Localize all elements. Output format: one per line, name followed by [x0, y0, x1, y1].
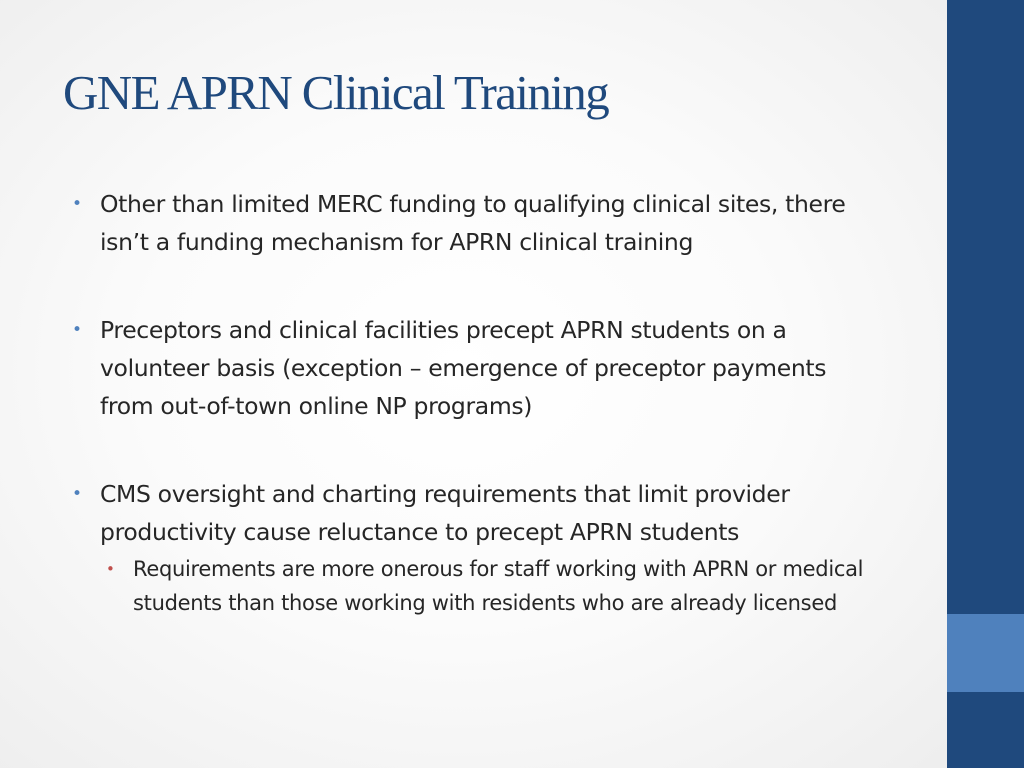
spacer — [72, 425, 872, 475]
bullet-text: Other than limited MERC funding to qualifying clinical sites, there isn’t a funding mechanism for APRN clinical training — [100, 190, 846, 256]
bullet-item — [72, 185, 872, 261]
bullet-item — [72, 475, 872, 551]
bullet-text: Preceptors and clinical facilities precept APRN students on a volunteer basis (exception – emergence of preceptor payments from out-of-town online NP programs) — [100, 316, 827, 420]
slide-title: GNE APRN Clinical Training — [63, 65, 609, 120]
bullet-dot-icon: • — [72, 320, 82, 340]
bullet-text: CMS oversight and charting requirements that limit provider productivity cause reluctance to precept APRN students — [100, 480, 790, 546]
bullet-item — [72, 311, 872, 425]
sub-bullet-text: Requirements are more onerous for staff working with APRN or medical students than those working with residents who are already licensed — [133, 557, 864, 615]
spacer — [72, 261, 872, 311]
bullet-dot-icon: • — [72, 194, 82, 214]
sub-bullet-dot-icon: • — [106, 560, 115, 578]
sub-bullet-item — [106, 552, 872, 620]
slide-body — [72, 185, 872, 620]
bullet-dot-icon: • — [72, 484, 82, 504]
side-accent-block — [947, 614, 1024, 692]
